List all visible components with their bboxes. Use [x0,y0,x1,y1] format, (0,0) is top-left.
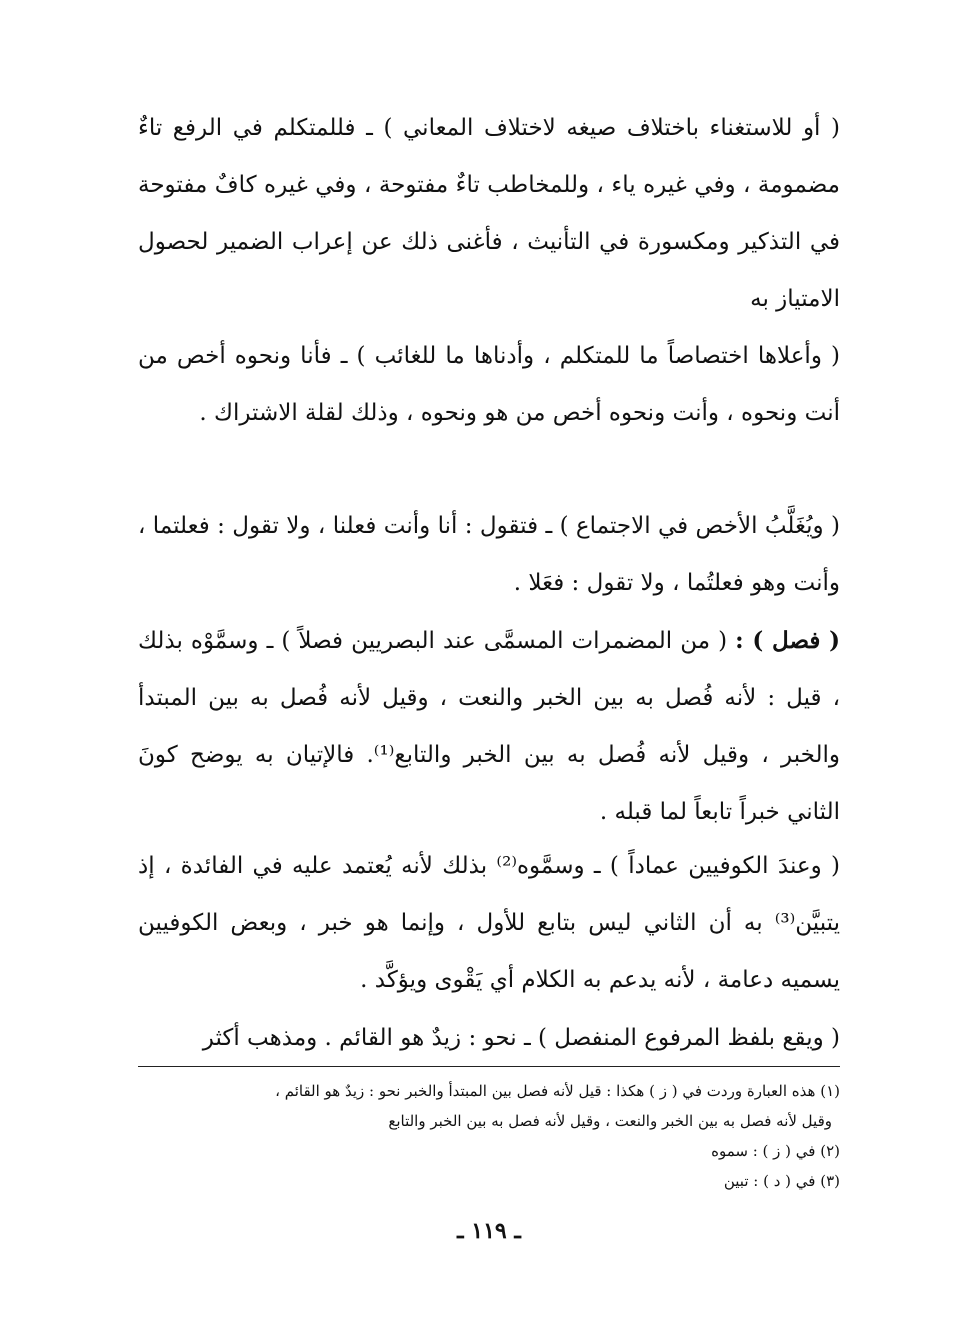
paragraph-1: ( أو للاستغناء باختلاف صيغه لاختلاف المعاني ) ـ فللمتكلم في الرفع تاءٌ مضمومة ، وفي غيره ياء ، وللمخاطب تاءٌ مفتوحة ، وفي غيره كافٌ مفتوحة في التذكير ومكسورة في التأنيث ، فأغنى ذلك عن إعراب الضمير لحصول الامتياز به [138,115,840,312]
footnote-2: (٢) في ( ز ) : سموه [711,1142,840,1160]
footnote-1-line-2: وقيل لأنه فصل به بين الخبر والنعت ، وقيل لأنه فصل به بين الخبر والتابع [388,1112,832,1130]
footnote-3: (٣) في ( د ) : تبين [723,1172,840,1190]
document-page [138,100,840,1280]
footnote-divider [138,1066,840,1067]
section-label: ( فصل ) : [735,627,841,654]
paragraph-3: ( ويُغَلَّبُ الأخص في الاجتماع ) ـ فتقول : أنا وأنت فعلنا ، ولا تقول : فعلتما ، وأنت وهو فعلتُما ، ولا تقول : فعَلا . [138,513,840,596]
paragraph-5: ( وعندَ الكوفيين عماداً ) ـ وسمَّوه⁽²⁾ بذلك لأنه يُعتمد عليه في الفائدة ، إذ يتبيَّن⁽³⁾ به أن الثاني ليس بتابع للأول ، وإنما هو خبر ، وبعض الكوفيين يسميه دعامة ، لأنه يدعم به الكلام أي يَقْوى ويؤكَّد . [138,853,840,993]
paragraph-2: ( وأعلاها اختصاصاً ما للمتكلم ، وأدناها ما للغائب ) ـ فأنا ونحوه أخص من أنت ونحوه ، وأنت ونحوه أخص من هو ونحوه ، وذلك لقلة الاشتراك . [138,343,840,426]
footnotes [138,1076,840,1196]
paragraph-6: ( ويقع بلفظ المرفوع المنفصل ) ـ نحو : زيدٌ هو القائم . ومذهب أكثر [202,1025,840,1051]
footnote-1-line-1: (١) هذه العبارة وردت في ( ز ) هكذا : قيل لأنه فصل بين المبتدأ والخبر نحو : زيدٌ هو القائم ، [275,1082,840,1100]
page-number: ـ ١١٩ ـ [457,1218,521,1244]
paragraph-4-text: ( من المضمرات المسمَّى عند البصريين فصلاً ) ـ وسمَّوْه بذلك ، قيل : لأنه فُصل به بين الخبر والنعت ، وقيل لأنه فُصل به بين المبتدأ والخبر ، وقيل لأنه فُصل به بين الخبر والتابع⁽¹⁾. فالإتيان به يوضح كونَ الثاني خبراً تابعاً لما قبله . [138,628,840,825]
paragraph-4 [138,612,840,841]
